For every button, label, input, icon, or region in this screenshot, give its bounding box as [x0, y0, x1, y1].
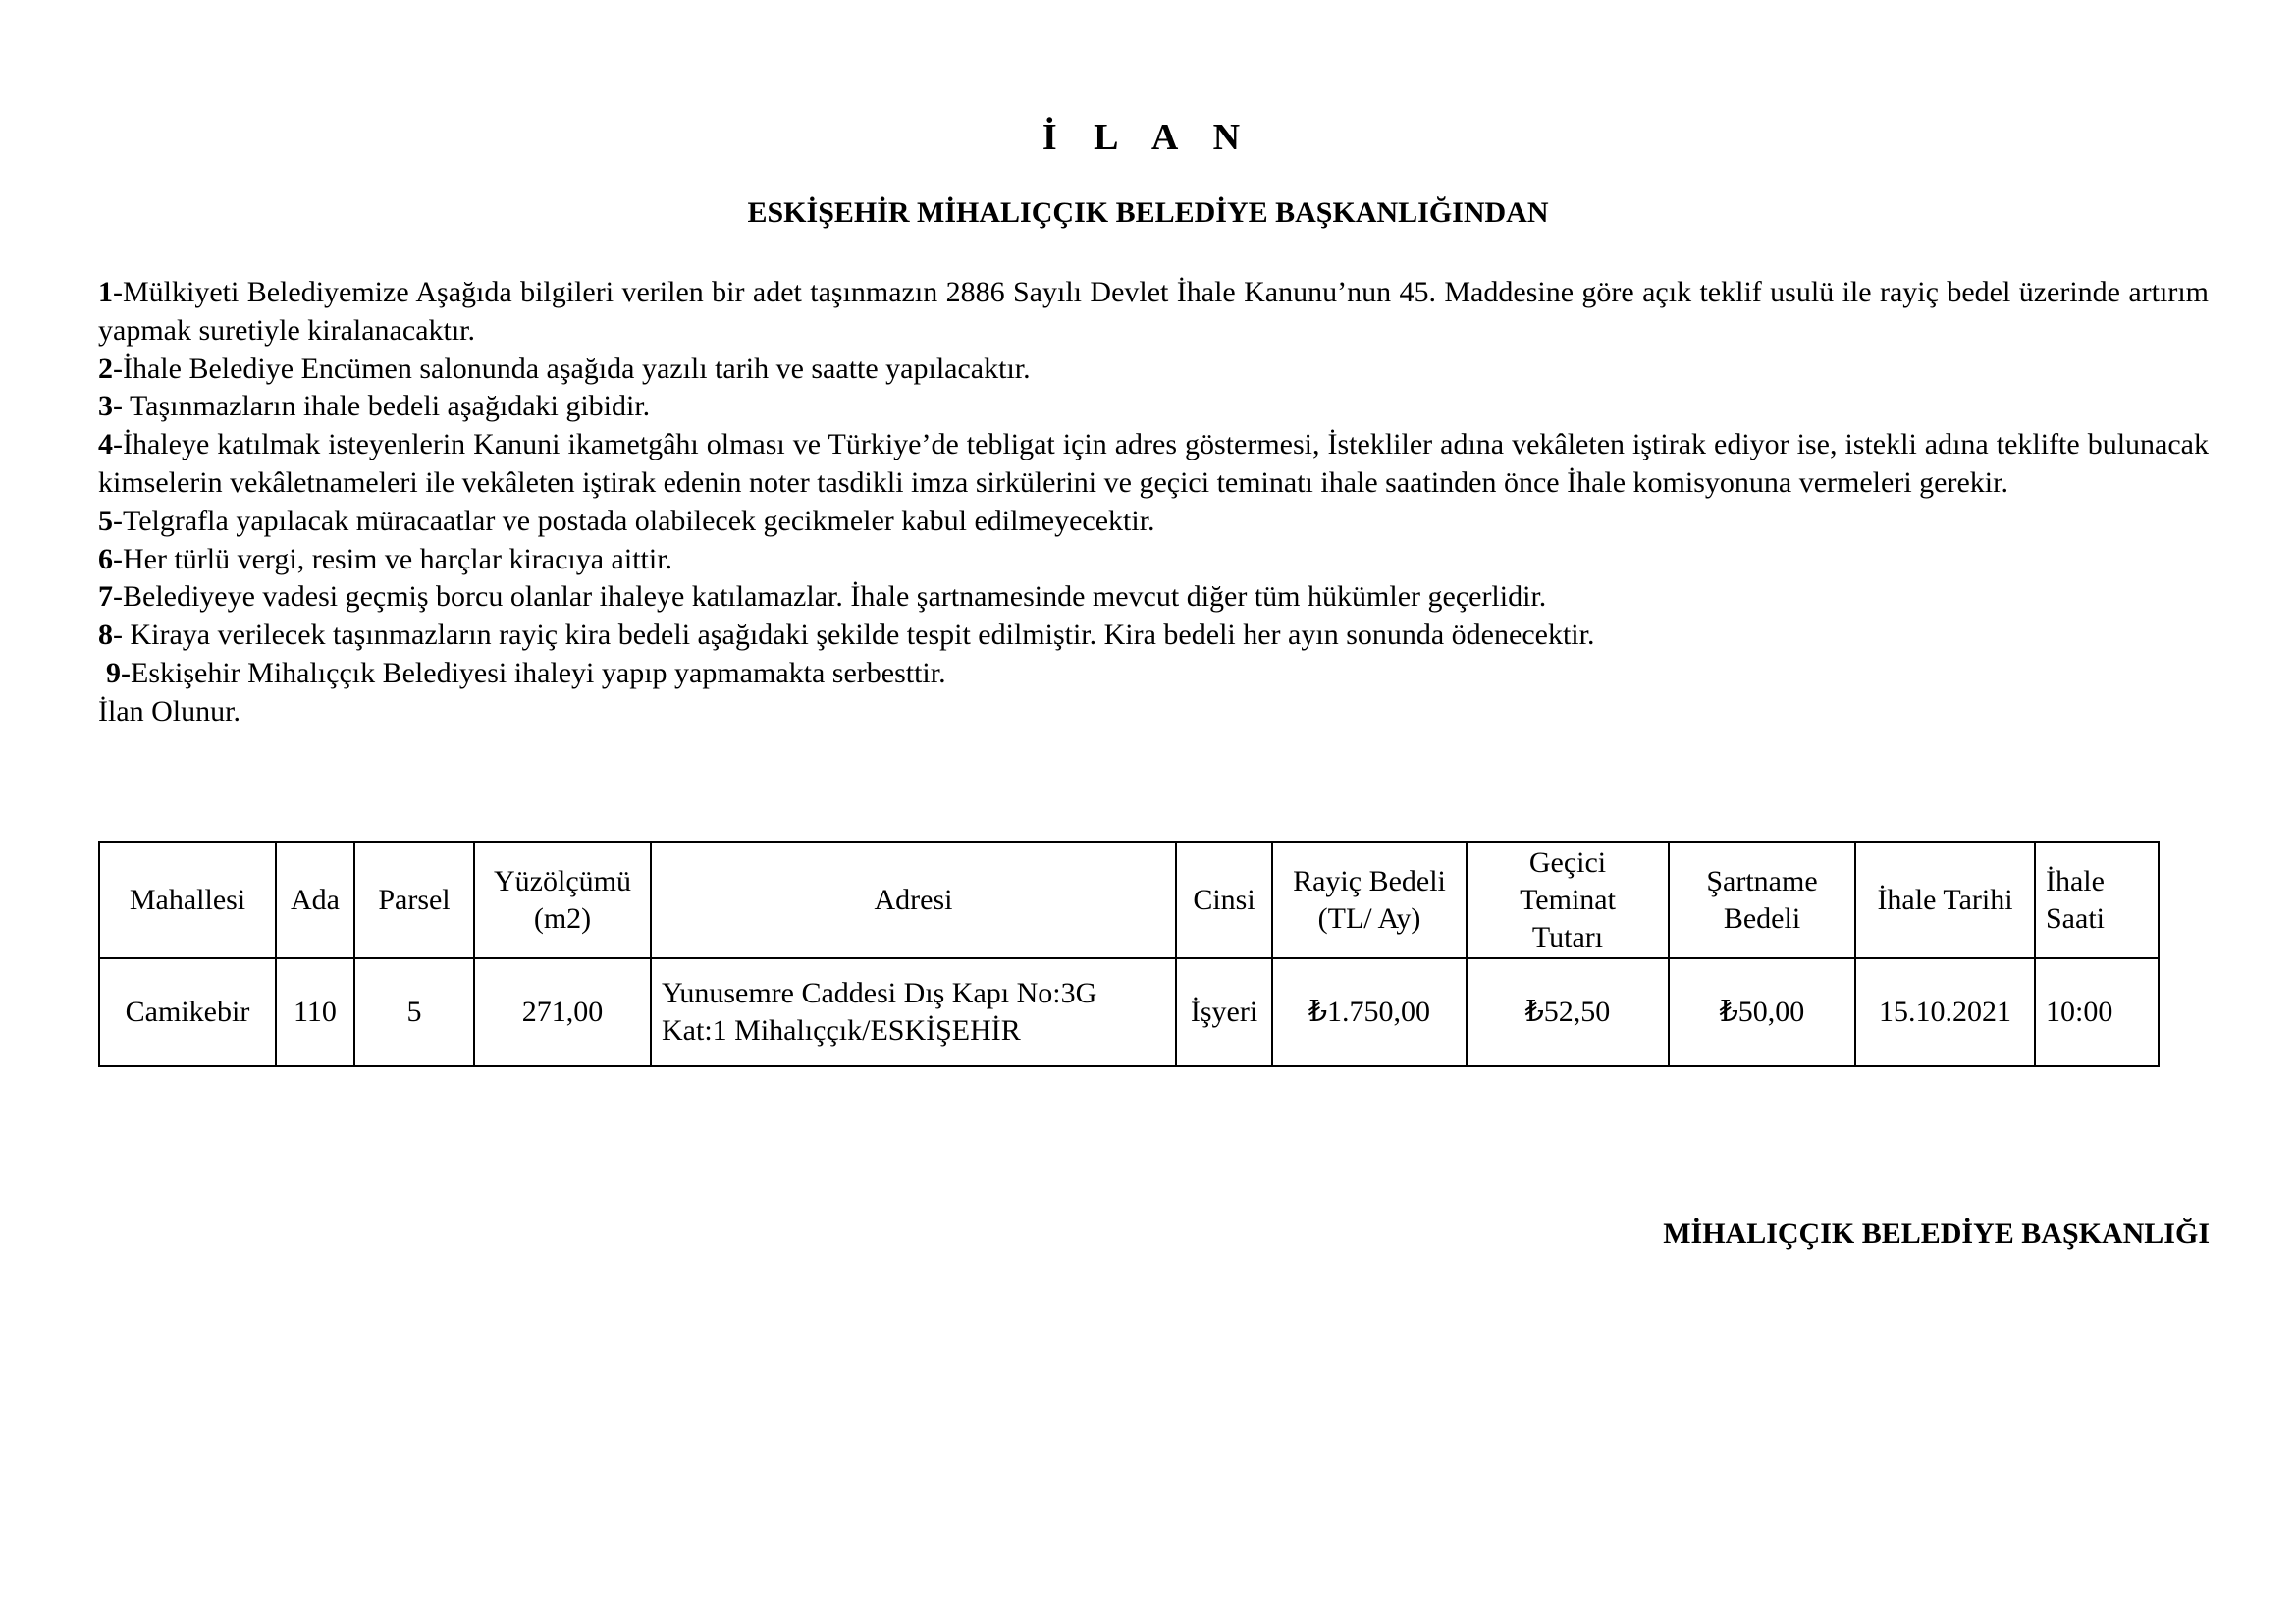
property-table-wrapper	[98, 841, 2160, 1067]
announcement-body	[98, 274, 2209, 731]
clause-5	[98, 503, 2209, 541]
address-line: Yunusemre Caddesi Dış Kapı No:3G	[662, 977, 1097, 1009]
clause-text: -Belediyeye vadesi geçmiş borcu olanlar ihaleye katılamazlar. İhale şartnamesinde mevcut diğer tüm hükümler geçerlidir.	[113, 580, 1547, 614]
clause-9	[98, 655, 2209, 693]
header-yuzolcumu	[474, 842, 651, 958]
cell-ihale-saati: 10:00	[2035, 958, 2159, 1066]
header-ihale-tarihi: İhale Tarihi	[1855, 842, 2035, 958]
issuer-heading: ESKİŞEHİR MİHALIÇÇIK BELEDİYE BAŞKANLIĞINDAN	[747, 196, 1549, 229]
clause-text: -Telgrafla yapılacak müracaatlar ve postada olabilecek gecikmeler kabul edilmeyecektir.	[113, 504, 1155, 537]
clause-text: -Eskişehir Mihalıççık Belediyesi ihaleyi yapıp yapmamakta serbesttir.	[121, 656, 946, 689]
cell-ihale-tarihi: 15.10.2021	[1855, 958, 2035, 1066]
header-cinsi: Cinsi	[1176, 842, 1272, 958]
cell-parsel: 5	[354, 958, 474, 1066]
clause-text: - Taşınmazların ihale bedeli aşağıdaki gibidir.	[113, 390, 651, 423]
header-line: Bedeli	[1723, 902, 1801, 935]
clause-number: 5	[98, 504, 113, 537]
header-line: Saati	[2046, 902, 2105, 935]
clause-2	[98, 351, 2209, 389]
closing-line: İlan Olunur.	[98, 694, 240, 728]
address-line: Kat:1 Mihalıççık/ESKİŞEHİR	[662, 1014, 1021, 1047]
header-line: (m2)	[533, 902, 592, 935]
clause-number: 3	[98, 390, 113, 423]
clause-number: 6	[98, 542, 113, 575]
clause-number: 1	[98, 276, 113, 308]
clause-number: 2	[98, 352, 113, 385]
cell-gecici-teminat: ₺52,50	[1467, 958, 1669, 1066]
property-table	[98, 841, 2160, 1067]
clause-1	[98, 274, 2209, 351]
header-ada: Ada	[276, 842, 354, 958]
header-line: Yüzölçümü	[494, 865, 631, 897]
header-line: Rayiç Bedeli	[1293, 865, 1446, 897]
header-adresi: Adresi	[651, 842, 1176, 958]
header-line: Teminat	[1520, 884, 1616, 916]
table-row	[99, 958, 2159, 1066]
cell-rayic-bedeli: ₺1.750,00	[1272, 958, 1467, 1066]
cell-yuzolcumu: 271,00	[474, 958, 651, 1066]
clause-text: -İhaleye katılmak isteyenlerin Kanuni ikametgâhı olması ve Türkiye’de tebligat için adres göstermesi, İstekliler adına vekâleten iştirak ediyor ise, istekli adına teklifte bulunacak kimselerin vekâletnameleri ile vekâleten iştirak edenin noter tasdikli imza sirkülerini ve geçici teminatı ihale saatinden önce İhale komisyonuna vermeleri gerekir.	[98, 428, 2209, 499]
cell-ada: 110	[276, 958, 354, 1066]
clause-number: 4	[98, 428, 113, 461]
document-title: İ L A N	[1041, 117, 1255, 158]
header-gecici-teminat	[1467, 842, 1669, 958]
header-line: (TL/ Ay)	[1317, 902, 1421, 935]
header-parsel: Parsel	[354, 842, 474, 958]
cell-adresi	[651, 958, 1176, 1066]
header-mahallesi: Mahallesi	[99, 842, 276, 958]
cell-cinsi: İşyeri	[1176, 958, 1272, 1066]
table-header-row	[99, 842, 2159, 958]
header-rayic-bedeli	[1272, 842, 1467, 958]
clause-number: 7	[98, 580, 113, 614]
cell-sartname-bedeli: ₺50,00	[1669, 958, 1855, 1066]
signature-block: MİHALIÇÇIK BELEDİYE BAŞKANLIĞI	[1663, 1218, 2210, 1250]
header-line: Geçici	[1528, 846, 1607, 879]
clause-3	[98, 388, 2209, 426]
clause-8	[98, 617, 2209, 655]
clause-7	[98, 578, 2209, 617]
clause-text: -Her türlü vergi, resim ve harçlar kiracıya aittir.	[113, 542, 673, 575]
clause-6	[98, 541, 2209, 579]
clause-4	[98, 426, 2209, 503]
clause-number: 9	[106, 656, 121, 689]
header-ihale-saati	[2035, 842, 2159, 958]
cell-mahallesi: Camikebir	[99, 958, 276, 1066]
header-sartname-bedeli	[1669, 842, 1855, 958]
header-line: Tutarı	[1531, 921, 1604, 953]
clause-text: -İhale Belediye Encümen salonunda aşağıda yazılı tarih ve saatte yapılacaktır.	[113, 352, 1031, 385]
clause-number: 8	[98, 619, 113, 652]
header-line: İhale	[2046, 865, 2105, 897]
header-line: Şartname	[1706, 865, 1818, 897]
clause-text: -Mülkiyeti Belediyemize Aşağıda bilgileri verilen bir adet taşınmazın 2886 Sayılı Devlet İhale Kanunu’nun 45. Maddesine göre açık teklif usulü ile rayiç bedel üzerinde artırım yapmak suretiyle kiralanacaktır.	[98, 276, 2209, 347]
clause-text: - Kiraya verilecek taşınmazların rayiç kira bedeli aşağıdaki şekilde tespit edilmiştir. Kira bedeli her ayın sonunda ödenecektir.	[113, 619, 1595, 652]
